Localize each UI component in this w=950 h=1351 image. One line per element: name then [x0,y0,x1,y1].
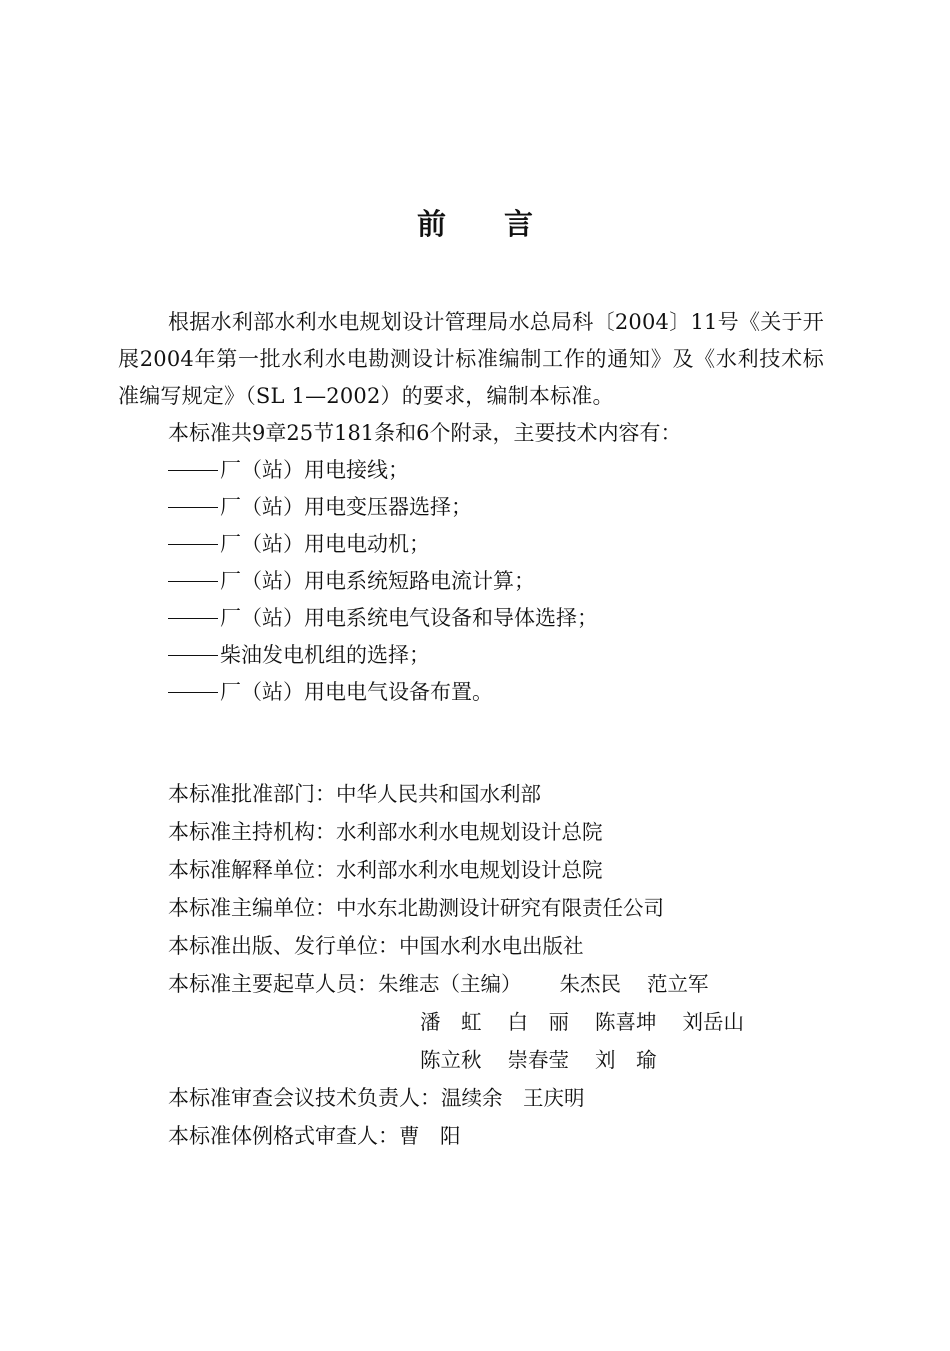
em-dash [168,655,218,656]
list-item: 柴油发电机组的选择； [118,637,824,674]
standard-info [168,775,828,1155]
review-row [168,1079,828,1117]
list-item: 厂（站）用电电气设备布置。 [118,674,824,711]
format-row [168,1117,828,1155]
review-label: 本标准审查会议技术负责人： [168,1086,441,1110]
format-label: 本标准体例格式审查人： [168,1124,399,1148]
paragraph-basis: 根据水利部水利水电规划设计管理局水总局科〔2004〕11号《关于开展2004年第一批水利水电勘测设计标准编制工作的通知》及《水利技术标准编写规定》（SL 1—2002）的要求，编制本标准。 [118,310,824,408]
em-dash [168,618,218,619]
list-item: 厂（站）用电系统短路电流计算； [118,563,824,600]
approve-value: 中华人民共和国水利部 [336,782,541,806]
interpret-row [168,851,828,889]
title-char-1: 前 [416,207,446,241]
drafter-name: 潘 虹 [420,1010,482,1034]
drafter-name: 白 丽 [507,1010,569,1034]
drafters-label: 本标准主要起草人员： [168,972,378,996]
drafters-row-3 [168,1041,828,1079]
approve-row [168,775,828,813]
em-dash [168,692,218,693]
list-item: 厂（站）用电接线； [118,452,824,489]
drafters-row [168,965,828,1003]
title-char-2: 言 [504,207,534,241]
foreword-body [118,304,824,711]
em-dash [168,544,218,545]
publish-label: 本标准出版、发行单位： [168,934,399,958]
page-title [0,202,950,243]
review-value: 温续余 王庆明 [441,1086,585,1110]
list-item: 厂（站）用电系统电气设备和导体选择； [118,600,824,637]
drafter-name: 朱维志（主编） [378,972,522,996]
paragraph-contents: 本标准共9章25节181条和6个附录，主要技术内容有： [168,421,682,445]
publish-row [168,927,828,965]
chief-row [168,889,828,927]
chief-value: 中水东北勘测设计研究有限责任公司 [336,896,664,920]
drafter-name: 范立军 [647,972,709,996]
format-value: 曹 阳 [399,1124,461,1148]
em-dash [168,507,218,508]
interpret-label: 本标准解释单位： [168,858,336,882]
interpret-value: 水利部水利水电规划设计总院 [336,858,603,882]
chief-label: 本标准主编单位： [168,896,336,920]
publish-value: 中国水利水电出版社 [399,934,584,958]
drafter-name: 陈立秋 [420,1048,482,1072]
em-dash [168,581,218,582]
drafter-name: 刘岳山 [682,1010,744,1034]
em-dash [168,470,218,471]
list-item: 厂（站）用电电动机； [118,526,824,563]
host-value: 水利部水利水电规划设计总院 [336,820,603,844]
drafter-name: 陈喜坤 [595,1010,657,1034]
drafters-row-2 [168,1003,828,1041]
drafter-name: 刘 瑜 [595,1048,657,1072]
list-item: 厂（站）用电变压器选择； [118,489,824,526]
drafter-name: 崇春莹 [507,1048,569,1072]
approve-label: 本标准批准部门： [168,782,336,806]
drafter-name: 朱杰民 [559,972,621,996]
host-row [168,813,828,851]
host-label: 本标准主持机构： [168,820,336,844]
